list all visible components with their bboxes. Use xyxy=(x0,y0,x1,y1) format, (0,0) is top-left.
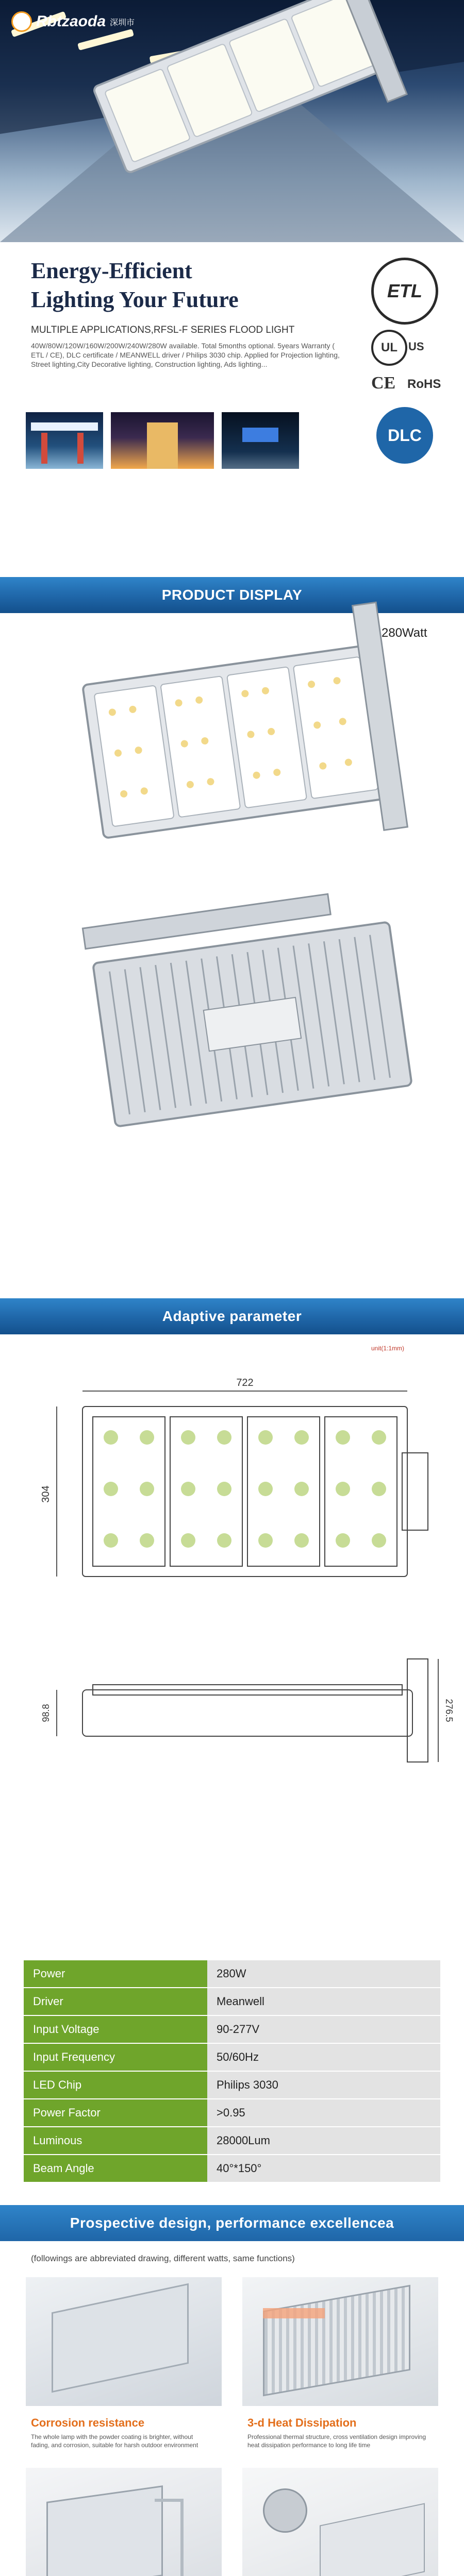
dim-depth-label: 98.8 xyxy=(41,1704,51,1722)
spec-label: Driver xyxy=(24,1988,207,2015)
lamp-front-view xyxy=(77,602,408,869)
feature-image-angle xyxy=(26,2468,222,2576)
photo-building xyxy=(111,412,214,469)
headline-line2: Lighting Your Future xyxy=(31,287,239,312)
spec-value: 280W xyxy=(207,1960,440,1988)
spec-value: 40°*150° xyxy=(207,2155,440,2182)
spec-row xyxy=(24,1988,440,2015)
hero-tunnel-illustration xyxy=(0,0,464,242)
dimension-drawing xyxy=(26,1370,454,1937)
series-title: MULTIPLE APPLICATIONS,RFSL-F SERIES FLOOD LIGHT xyxy=(31,325,295,335)
prospective-title: Prospective design, performance excellencea xyxy=(70,2215,394,2231)
adaptive-parameter-banner xyxy=(0,1298,464,1334)
cert-us: US xyxy=(408,340,424,353)
brand-sub: 深圳市 xyxy=(110,18,135,27)
spec-row xyxy=(24,2015,440,2043)
spec-label: Power xyxy=(24,1960,207,1988)
feature-image-corrosion xyxy=(26,2277,222,2406)
headline-line1: Energy-Efficient xyxy=(31,258,192,283)
spec-value: >0.95 xyxy=(207,2099,440,2127)
brand-logo xyxy=(11,11,135,32)
dim-side-label: 276.5 xyxy=(444,1699,454,1722)
photo-gas-station xyxy=(26,412,103,469)
wattage-label: 280Watt xyxy=(382,626,427,640)
photo-night-street xyxy=(222,412,299,469)
cert-rohs: RoHS xyxy=(407,377,441,391)
headline-block xyxy=(0,242,464,562)
cert-dlc: DLC xyxy=(376,407,433,464)
spec-label: Beam Angle xyxy=(24,2155,207,2182)
feature-title-1: Corrosion resistance xyxy=(31,2416,145,2429)
prospective-banner xyxy=(0,2205,464,2241)
spec-row xyxy=(24,2071,440,2099)
cert-ce: CE xyxy=(371,374,396,393)
lamp-back-view xyxy=(82,886,412,1127)
spec-row xyxy=(24,2043,440,2071)
cert-etl: ETL xyxy=(371,258,438,325)
feature-title-2: 3-d Heat Dissipation xyxy=(247,2416,357,2429)
hero-description: 40W/80W/120W/160W/200W/240W/280W available. Total 5months optional. 5years Warranty ( ETL / CE), DLC certificate / MEANWELL driver / Philips 3030 chip. Applied for Projection lighting, Street lighting,City Decorative lighting, Construction lighting, Ads lighting... xyxy=(31,342,340,368)
spec-value: Meanwell xyxy=(207,1988,440,2015)
dim-height-label: 304 xyxy=(40,1485,52,1503)
brand-name: Rbtzaoda xyxy=(36,13,106,30)
prospective-note: (followings are abbreviated drawing, different watts, same functions) xyxy=(31,2253,295,2263)
product-display-title: PRODUCT DISPLAY xyxy=(161,587,303,603)
cert-ul: UL xyxy=(371,330,407,366)
spec-label: Input Frequency xyxy=(24,2043,207,2071)
spec-table xyxy=(24,1960,440,2183)
product-images xyxy=(62,644,423,1273)
spec-row xyxy=(24,2099,440,2127)
adaptive-parameter-title: Adaptive parameter xyxy=(162,1308,302,1324)
dim-width-label: 722 xyxy=(236,1377,254,1388)
hero-banner xyxy=(0,0,464,242)
feature-desc-2: Professional thermal structure, cross ventilation design improving heat dissipation performance to long life time xyxy=(247,2433,426,2449)
feature-image-heat xyxy=(242,2277,438,2406)
spec-label: Power Factor xyxy=(24,2099,207,2127)
spec-label: Input Voltage xyxy=(24,2015,207,2043)
product-display-banner xyxy=(0,577,464,613)
spec-row xyxy=(24,2127,440,2155)
spec-row xyxy=(24,1960,440,1988)
spec-value: Philips 3030 xyxy=(207,2071,440,2099)
spec-label: Luminous xyxy=(24,2127,207,2155)
logo-mark-icon xyxy=(11,11,32,32)
feature-image-ip67 xyxy=(242,2468,438,2576)
spec-value: 28000Lum xyxy=(207,2127,440,2155)
feature-desc-1: The whole lamp with the powder coating is brighter, without fading, and corrosion, suitable for harsh outdoor environment xyxy=(31,2433,198,2449)
spec-value: 90-277V xyxy=(207,2015,440,2043)
unit-note: unit(1:1mm) xyxy=(371,1345,405,1352)
spec-label: LED Chip xyxy=(24,2071,207,2099)
spec-row xyxy=(24,2155,440,2182)
spec-value: 50/60Hz xyxy=(207,2043,440,2071)
